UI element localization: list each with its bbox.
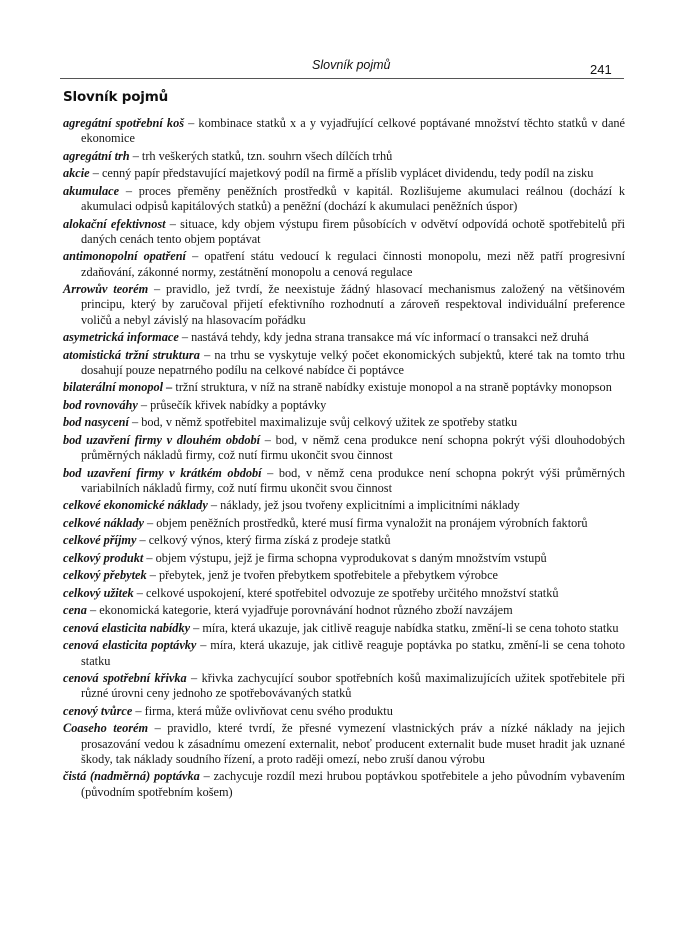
- glossary-entry: [63, 533, 625, 548]
- glossary-entry: [63, 704, 625, 719]
- glossary-definition: – nastává tehdy, kdy jedna strana transakce má víc informací o transakci než druhá: [178, 330, 589, 345]
- glossary-entry: [63, 398, 625, 413]
- glossary-term: bilaterální monopol –: [63, 380, 173, 395]
- glossary-entry: [63, 415, 625, 430]
- glossary-term: antimonopolní opatření: [63, 249, 186, 264]
- glossary-definition: – pravidlo, jež tvrdí, že neexistuje žádný hlasovací mechanismus založený na většinovém principu, který by zaručoval přijetí efektivního rozhodnutí a zároveň respektoval individuální preference voličů a nebyl závislý na hlasovacím pořádku: [81, 282, 625, 327]
- glossary-term: čistá (nadměrná) poptávka: [63, 769, 200, 784]
- glossary-term: bod uzavření firmy v krátkém období: [63, 465, 262, 480]
- glossary-term: celkový užitek: [63, 585, 134, 600]
- glossary-entry: [63, 551, 625, 566]
- glossary-term: akcie: [63, 166, 90, 181]
- glossary-entry: [63, 380, 625, 395]
- glossary-term: atomistická tržní struktura: [63, 347, 200, 362]
- glossary-definition: – bod, v němž spotřebitel maximalizuje svůj celkový užitek ze spotřeby statku: [128, 415, 518, 430]
- running-head: Slovník pojmů: [312, 58, 391, 72]
- glossary-definition: – bod, v němž cena produkce není schopna pokrýt výši průměrných variabilních nákladů firmy, což nutí firmu ukončit svou činnost: [81, 465, 626, 495]
- glossary-entry: [63, 498, 625, 513]
- glossary-definition: – objem peněžních prostředků, které musí firma vynaložit na pronájem výrobních faktorů: [143, 515, 588, 530]
- glossary-definition: – míra, která ukazuje, jak citlivě reaguje nabídka statku, změní-li se cena tohoto statku: [190, 620, 619, 635]
- glossary-term: akumulace: [63, 183, 120, 198]
- glossary-definition: – náklady, jež jsou tvořeny explicitními a implicitními náklady: [207, 498, 520, 513]
- glossary-definition: – cenný papír představující majetkový podíl na firmě a příslib vyplácet dividendu, tedy podíl na zisku: [89, 166, 594, 181]
- glossary-term: cenový tvůrce: [63, 703, 133, 718]
- glossary-definition: – trh veškerých statků, tzn. souhrn všech dílčích trhů: [129, 148, 393, 163]
- glossary-definition: – ekonomická kategorie, která vyjadřuje porovnávání hodnot různého zboží navzájem: [86, 603, 513, 618]
- glossary-definition: – kombinace statků x a y vyjadřující celkové poptávané množství těchto statků v dané ekonomice: [81, 116, 626, 146]
- glossary-definition: – přebytek, jenž je tvořen přebytkem spotřebitele a přebytkem výrobce: [146, 568, 498, 583]
- glossary-term: bod uzavření firmy v dlouhém období: [63, 432, 261, 447]
- glossary-entry: [63, 769, 625, 800]
- glossary-term: cenová elasticita nabídky: [63, 620, 191, 635]
- glossary-term: cena: [63, 603, 87, 618]
- page-number: 241: [590, 62, 612, 77]
- glossary-term: celkový přebytek: [63, 568, 147, 583]
- glossary-term: agregátní spotřební koš: [63, 116, 185, 130]
- glossary-definition: – průsečík křivek nabídky a poptávky: [137, 397, 327, 412]
- glossary-entry: [63, 330, 625, 345]
- glossary-term: celkové příjmy: [63, 533, 137, 548]
- glossary-entry: [63, 433, 625, 464]
- glossary-definition: – firma, která může ovlivňovat cenu svého produktu: [132, 703, 393, 718]
- glossary-term: Arrowův teorém: [63, 282, 149, 297]
- glossary-list: [63, 116, 625, 802]
- glossary-definition: – zachycuje rozdíl mezi hrubou poptávkou spotřebitele a jeho původním vybavením (původním spotřebním košem): [81, 769, 625, 799]
- glossary-term: agregátní trh: [63, 148, 130, 163]
- glossary-entry: [63, 348, 625, 379]
- header-rule: [60, 78, 624, 79]
- glossary-entry: [63, 586, 625, 601]
- glossary-entry: [63, 116, 625, 147]
- glossary-entry: [63, 516, 625, 531]
- glossary-entry: [63, 249, 625, 280]
- glossary-term: cenová spotřební křivka: [63, 671, 187, 686]
- glossary-definition: – na trhu se vyskytuje velký počet ekonomických subjektů, které tak na tomto trhu dosahují pouze nepatrného podílu na celkové nabídce či poptávce: [81, 347, 626, 377]
- glossary-term: bod nasycení: [63, 415, 129, 430]
- glossary-definition: – křivka zachycující soubor spotřebních košů maximalizujících užitek spotřebitele při různé úrovni ceny jednoho ze spotřebovávaných statků: [81, 671, 625, 701]
- glossary-entry: [63, 721, 625, 767]
- glossary-term: alokační efektivnost: [63, 216, 166, 231]
- glossary-term: cenová elasticita poptávky: [63, 638, 197, 653]
- glossary-definition: – celkové uspokojení, které spotřebitel odvozuje ze spotřeby určitého množství statků: [133, 585, 559, 600]
- glossary-entry: [63, 466, 625, 497]
- glossary-term: celkové náklady: [63, 515, 144, 530]
- glossary-term: asymetrická informace: [63, 330, 179, 345]
- glossary-entry: [63, 603, 625, 618]
- glossary-definition: tržní struktura, v níž na straně nabídky existuje monopol a na straně poptávky monopson: [172, 380, 612, 395]
- glossary-definition: – situace, kdy objem výstupu firem působících v odvětví odpovídá ochotě spotřebitelů při daných cenách tento objem poptávat: [81, 216, 625, 246]
- glossary-entry: [63, 638, 625, 669]
- glossary-definition: – celkový výnos, který firma získá z prodeje statků: [136, 533, 391, 548]
- glossary-definition: – bod, v němž cena produkce není schopna pokrýt výši dlouhodobých průměrných nákladů firmy, což nutí firmu ukončit svou činnost: [81, 432, 625, 463]
- glossary-entry: [63, 568, 625, 583]
- glossary-entry: [63, 282, 625, 328]
- section-title: Slovník pojmů: [63, 89, 168, 105]
- glossary-entry: [63, 149, 625, 164]
- glossary-term: bod rovnováhy: [63, 397, 138, 412]
- glossary-entry: [63, 621, 625, 636]
- glossary-definition: – objem výstupu, jejž je firma schopna vyprodukovat s daným množstvím vstupů: [143, 550, 547, 565]
- glossary-term: Coaseho teorém: [63, 721, 149, 736]
- glossary-entry: [63, 671, 625, 702]
- glossary-entry: [63, 184, 625, 215]
- glossary-definition: – opatření státu vedoucí k regulaci činnosti monopolu, mezi něž patří progresivní zdaňování, zákonné normy, zestátnění monopolu a cenová regulace: [81, 249, 625, 279]
- glossary-entry: [63, 166, 625, 181]
- glossary-definition: – proces přeměny peněžních prostředků v kapitál. Rozlišujeme akumulaci reálnou (dochází k akumulaci odpisů kapitálových statků) a peněžní (dochází k akumulaci peněžních úspor): [81, 183, 625, 214]
- glossary-definition: – míra, která ukazuje, jak citlivě reaguje poptávka po statku, změní-li se cena tohoto statku: [81, 638, 625, 668]
- glossary-entry: [63, 217, 625, 248]
- glossary-term: celkové ekonomické náklady: [63, 498, 208, 513]
- glossary-definition: – pravidlo, které tvrdí, že přesné vymezení vlastnických práv a nízké náklady na jejich prosazování vedou k zásadnímu omezení externalit, neboť producent externalit bude muset hradit jak uznané škody, tak náklady soudního řízení, a proto raději omezí, nebo zruší danou výrobu: [81, 721, 625, 766]
- glossary-term: celkový produkt: [63, 550, 144, 565]
